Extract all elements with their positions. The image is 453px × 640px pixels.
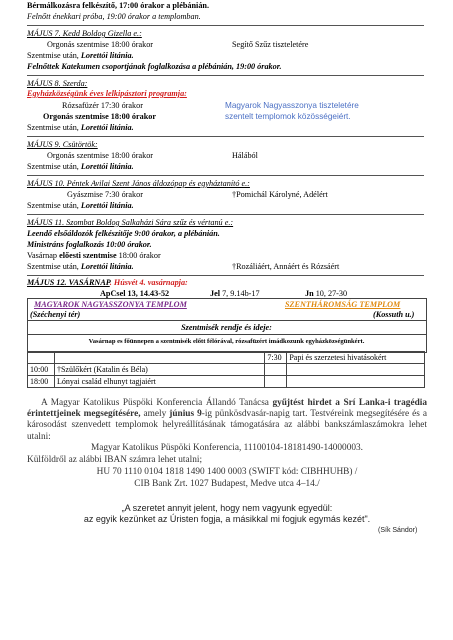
time-right bbox=[265, 364, 287, 376]
church-left-address: (Széchenyi tér) bbox=[30, 310, 81, 319]
reading-1: ApCsel 13, 14.43-52 bbox=[100, 289, 170, 298]
may7-mass: Orgonás szentmise 18:00 órakor bbox=[47, 40, 154, 49]
reading-2: Jel 7, 9.14b-17 bbox=[210, 289, 260, 298]
may9-mass: Orgonás szentmise 18:00 órakor bbox=[47, 151, 154, 160]
may9-heading: MÁJUS 9. Csütörtök: bbox=[27, 140, 98, 149]
box-divider bbox=[27, 320, 426, 321]
may11-after-mass: Szentmise után, Lorettói litánia. bbox=[27, 262, 134, 271]
intention-right: Papi és szerzetesi hivatásokért bbox=[287, 352, 425, 364]
quote-author: (Sík Sándor) bbox=[378, 527, 418, 534]
may7-catechumen: Felnőttek Katekumen csoportjának foglalkozása a plébánián, 19:00 órakor. bbox=[27, 62, 282, 71]
mass-schedule-table bbox=[27, 351, 425, 388]
bank-account-hu: Magyar Katolikus Püspöki Konferencia, 11100104-18181490-14000003. bbox=[91, 443, 363, 453]
separator bbox=[27, 25, 424, 26]
table-row bbox=[28, 364, 425, 376]
separator bbox=[27, 275, 424, 276]
time-left: 10:00 bbox=[28, 364, 55, 376]
time-right: 7:30 bbox=[265, 352, 287, 364]
may7-heading: MÁJUS 7. Kedd Boldog Gizella e.: bbox=[27, 29, 142, 38]
separator bbox=[27, 75, 424, 76]
may11-ministrants: Ministráns foglalkozás 10:00 órakor. bbox=[27, 240, 152, 249]
may8-program: Egyházközségünk éves lelkipásztori programja: bbox=[27, 89, 187, 98]
quote-line-2: az egyik kezünket az Úristen fogja, a másikkal mi fogjuk egymás kezét". bbox=[83, 514, 371, 524]
box-divider bbox=[27, 334, 426, 335]
table-row bbox=[28, 352, 425, 364]
may9-after-mass: Szentmise után, Lorettói litánia. bbox=[27, 162, 134, 171]
confirmation-prep-line: Bérmálkozásra felkészítő, 17:00 órakor a plébánián. bbox=[27, 1, 210, 10]
intention-left: Lónyai család elhunyt tagjaiért bbox=[54, 376, 264, 388]
separator bbox=[27, 214, 424, 215]
time-left bbox=[28, 352, 55, 364]
may10-intention: †Pomichál Károlyné, Adélért bbox=[232, 190, 328, 199]
intention-left bbox=[54, 352, 264, 364]
may10-after-mass: Szentmise után, Lorettói litánia. bbox=[27, 201, 134, 210]
table-row bbox=[28, 376, 425, 388]
may8-after-mass: Szentmise után, Lorettói litánia. bbox=[27, 123, 134, 132]
may10-heading: MÁJUS 10. Péntek Avilai Szent János áldozópap és egyháztanító e.: bbox=[27, 179, 250, 188]
church-right-address: (Kossuth u.) bbox=[373, 310, 415, 319]
rosary-note: Vasárnap es főünnepen a szentmisék előtt félórával, rózsafüzért imádkozunk egyházközségünkért. bbox=[88, 338, 365, 345]
may8-intention-1: Magyarok Nagyasszonya tiszteletére bbox=[225, 101, 359, 110]
may10-requiem: Gyászmise 7:30 órakor bbox=[67, 190, 143, 199]
iban-intro: Külföldről az alábbi IBAN számra lehet utalni; bbox=[27, 455, 203, 465]
bank-address: CIB Bank Zrt. 1027 Budapest, Medve utca 4–14./ bbox=[134, 479, 320, 489]
choir-rehearsal-line: Felnőtt énekkari próba, 19:00 órakor a templomban. bbox=[27, 12, 201, 21]
may9-intention: Hálából bbox=[232, 151, 258, 160]
intention-right bbox=[287, 376, 425, 388]
intention-right bbox=[287, 364, 425, 376]
time-right bbox=[265, 376, 287, 388]
separator bbox=[27, 175, 424, 176]
may8-mass: Orgonás szentmise 18:00 órakor bbox=[43, 112, 157, 121]
may7-after-mass: Szentmise után, Lorettói litánia. bbox=[27, 51, 134, 60]
may11-vigil-mass: Vasárnap előesti szentmise 18:00 órakor bbox=[27, 251, 161, 260]
may8-rosary: Rózsafüzér 17:30 órakor bbox=[62, 101, 143, 110]
church-right-title: SZENTHÁROMSÁG TEMPLOM bbox=[285, 300, 401, 309]
may8-intention-2: szentelt templomok közösségeiért. bbox=[225, 112, 351, 121]
may11-heading: MÁJUS 11. Szombat Boldog Salkaházi Sára szűz és vértanú e.: bbox=[27, 218, 234, 227]
appeal-paragraph: A Magyar Katolikus Püspöki Konferencia Állandó Tanácsa gyűjtést hirdet a Srí Lanka-i tragédia érintettjeinek megsegítésére, amely június 9-ig pünkösdvasár-napig tart. Testvéreink megsegítésére és a károsodást szenvedett templomok helyreállításának támogatására az alábbi bankszámlaszámokra lehet utalni: bbox=[27, 398, 427, 442]
may7-intention: Segítő Szűz tiszteletére bbox=[232, 40, 309, 49]
time-left: 18:00 bbox=[28, 376, 55, 388]
mass-order-title: Szentmisék rendje és ideje: bbox=[181, 323, 272, 332]
may12-heading: MÁJUS 12. VASÁRNAP. Húsvét 4. vasárnapja: bbox=[27, 278, 188, 287]
may8-heading: MÁJUS 8. Szerda: bbox=[27, 79, 88, 88]
iban-number: HU 70 1110 0104 1818 1490 1400 0003 (SWIFT kód: CIBHHUHB) / bbox=[96, 467, 358, 477]
quote-line-1: „A szeretet annyit jelent, hogy nem vagyunk egyedül: bbox=[121, 503, 333, 513]
intention-left: †Szülőkért (Katalin és Béla) bbox=[54, 364, 264, 376]
reading-3: Jn 10, 27-30 bbox=[305, 289, 348, 298]
may11-intention: †Rozáliáért, Annáért és Rózsáért bbox=[232, 262, 340, 271]
church-left-title: MAGYAROK NAGYASSZONYA TEMPLOM bbox=[34, 300, 187, 309]
separator bbox=[27, 136, 424, 137]
may11-first-communion: Leendő elsőáldozók felkészítője 9:00 órakor, a plébánián. bbox=[27, 229, 220, 238]
